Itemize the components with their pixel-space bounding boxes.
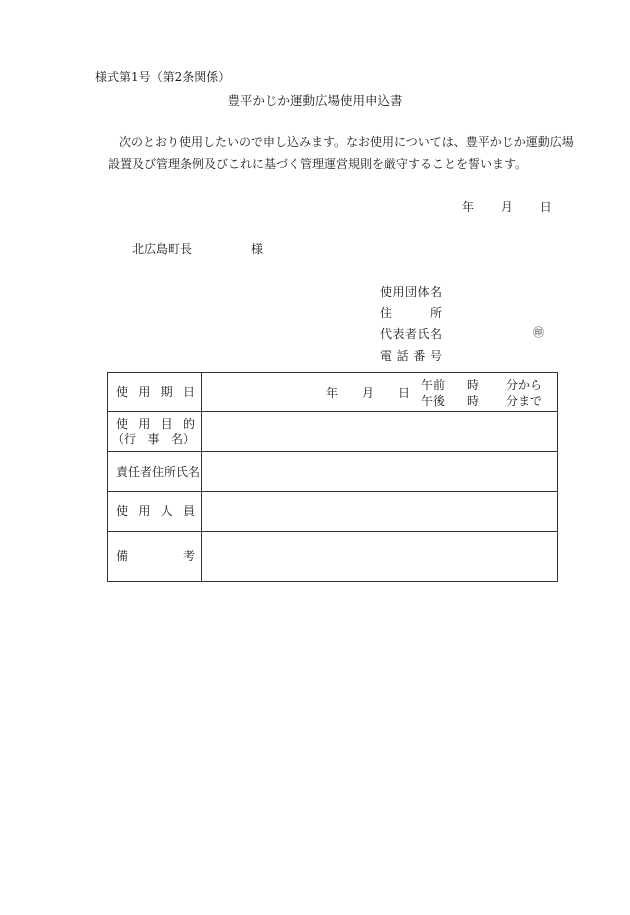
period-fields: [202, 373, 557, 411]
applicant-group-name-label: 使 用 団 体 名: [380, 285, 442, 299]
table-row: [108, 532, 558, 582]
addressee-name: 北広島町長: [132, 242, 193, 256]
period-am: 午前: [421, 378, 446, 392]
applicant-representative-label: 代 表 者 氏 名: [380, 327, 442, 341]
table-row: [108, 412, 558, 452]
period-minute-from: 分から: [506, 378, 543, 392]
count-value-cell[interactable]: [202, 492, 558, 532]
purpose-label-cell: [108, 412, 202, 452]
count-label: 使 用 人 員: [116, 504, 195, 518]
addressee-honorific: 様: [251, 242, 264, 256]
period-label: 使 用 期 日: [116, 384, 195, 399]
count-label-cell: [108, 492, 202, 532]
purpose-value-cell[interactable]: [202, 412, 558, 452]
date-line: [462, 201, 552, 213]
period-hour-start: 時: [467, 378, 480, 392]
event-name-label: （行 事 名）: [112, 431, 195, 446]
addressee: [132, 242, 264, 256]
period-month: 月: [362, 386, 375, 400]
date-day: 日: [539, 200, 552, 214]
date-month: 月: [500, 200, 513, 214]
usage-table: [107, 372, 558, 582]
responsible-label-cell: [108, 452, 202, 492]
form-number: 様式第1号（第2条関係）: [95, 70, 231, 84]
period-minute-until: 分まで: [506, 394, 543, 408]
document-title: 豊平かじか運動広場使用申込書: [227, 93, 403, 108]
period-label-cell: [108, 373, 202, 412]
applicant-address-label: 住 所: [380, 306, 442, 320]
period-day: 日: [398, 386, 411, 400]
period-value-cell[interactable]: [202, 373, 558, 412]
date-year: 年: [462, 200, 475, 214]
responsible-value-cell[interactable]: [202, 452, 558, 492]
period-pm: 午後: [421, 394, 446, 408]
purpose-label: 使 用 目 的: [116, 416, 195, 431]
body-text-line-1: 次のとおり使用したいので申し込みます。なお使用については、豊平かじか運動広場: [119, 135, 574, 149]
period-year: 年: [326, 386, 339, 400]
table-row: [108, 373, 558, 412]
period-hour-end: 時: [467, 394, 480, 408]
responsible-label: 責任者住所氏名: [116, 465, 201, 479]
remarks-label: 備 考: [116, 549, 195, 563]
table-row: [108, 452, 558, 492]
table-row: [108, 492, 558, 532]
body-text-line-2: 設置及び管理条例及びこれに基づく管理運営規則を厳守することを誓います。: [108, 157, 528, 171]
remarks-value-cell[interactable]: [202, 532, 558, 582]
seal-mark: ㊞: [533, 326, 544, 339]
applicant-phone-label: 電 話 番 号: [380, 349, 442, 363]
remarks-label-cell: [108, 532, 202, 582]
